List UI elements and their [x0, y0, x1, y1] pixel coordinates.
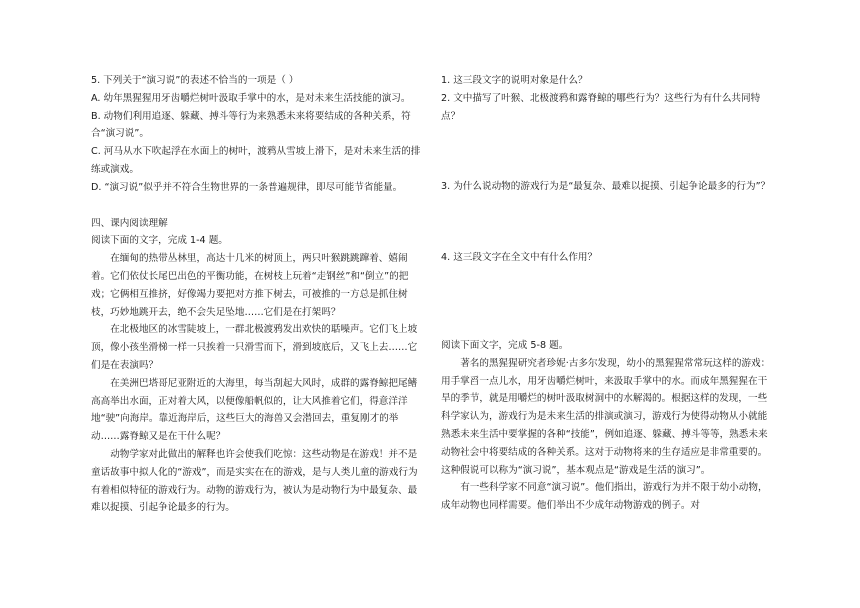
answer-space-4 — [441, 267, 771, 337]
question-2: 2. 文中描写了叶猴、北极渡鸦和露脊鲸的哪些行为？这些行为有什么共同特点？ — [441, 92, 761, 122]
passage-paragraph-1: 在缅甸的热带丛林里，高达十几米的树顶上，两只叶猴跳跳蹿着、嬉闹着。它们依仗长尾巴出色的平衡功能，在树枝上玩着“走钢丝”和“倒立”的把戏；它俩相互推挤，好像竭力要把对方推下树去，可被推的一方总是抓住树枝，巧妙地跳开去，绝不会失足坠地……它们是在打架吗？ — [91, 253, 409, 318]
reading-instruction: 阅读下面的文字，完成 1-4 题。 — [91, 235, 228, 247]
question-5-option-a: A. 幼年黑猩猩用牙齿嚼烂树叶汲取手掌中的水，是对未来生活技能的演习。 — [91, 92, 411, 104]
section-title: 四、课内阅读理解 — [91, 217, 168, 229]
question-5-option-b: B. 动物们利用追逐、躲藏、搏斗等行为来熟悉未来将要结成的各种关系，符合“演习说”。 — [91, 110, 411, 140]
passage-paragraph-2: 在北极地区的冰雪陡坡上，一群北极渡鸦发出欢快的聒噪声。它们飞上坡顶，像小孩坐滑梯一样一只挨着一只滑雪而下，滑到坡底后，又飞上去……它们是在表演吗？ — [91, 324, 418, 371]
passage-paragraph-4: 动物学家对此做出的解释也许会使我们吃惊：这些动物是在游戏！并不是童话故事中拟人化的“游戏”，而是实实在在的游戏，是与人类儿童的游戏行为有着相似特征的游戏行为。动物的游戏行为，被认为是动物行为中最复杂、最难以捉摸、引起争论最多的行为。 — [91, 448, 418, 514]
passage-paragraph-5: 著名的黑猩猩研究者珍妮·古多尔发现，幼小的黑猩猩常常玩这样的游戏：用手掌舀一点儿水，用牙齿嚼烂树叶，来汲取手掌中的水。而成年黑猩猩在干旱的季节，就是用嚼烂的树叶汲取树洞中的水解渴的。根据这样的发现，一些科学家认为，游戏行为是未来生活的排演或演习，游戏行为使得动物从小就能熟悉未来生活中要掌握的各种“技能”，例如追逐、躲藏、搏斗等等，熟悉未来动物社会中将要结成的各种关系。这对于动物将来的生存适应是非常重要的。这种假说可以称为“演习说”，基本观点是“游戏是生活的演习”。 — [441, 357, 771, 476]
right-column — [441, 72, 771, 515]
question-5-option-c: C. 河马从水下吹起浮在水面上的树叶，渡鸦从雪坡上滑下，是对未来生活的排练或演戏。 — [91, 146, 421, 175]
question-4: 4. 这三段文字在全文中有什么作用？ — [441, 252, 598, 264]
left-column — [91, 72, 421, 517]
answer-space-3 — [441, 196, 771, 249]
passage-paragraph-6: 有一些科学家不同意“演习说”。他们指出，游戏行为并不限于幼小动物，成年动物也同样需要。他们举出不少成年动物游戏的例子。对 — [441, 482, 768, 512]
answer-space-2 — [441, 125, 771, 178]
reading-instruction-2: 阅读下面文字，完成 5-8 题。 — [441, 339, 569, 351]
question-5-stem: 5. 下列关于“演习说”的表述不恰当的一项是（ ） — [91, 75, 299, 86]
question-5-option-d: D. “演习说”似乎并不符合生物世界的一条普遍规律，即尽可能节省能量。 — [91, 181, 403, 193]
question-1: 1. 这三段文字的说明对象是什么？ — [441, 75, 588, 86]
passage-paragraph-3: 在美洲巴塔哥尼亚附近的大海里，每当刮起大风时，成群的露脊鲸把尾鳍高高举出水面，正对着大风，以便像船帆似的，让大风推着它们，得意洋洋地“驶”向海岸。靠近海岸后，这些巨大的海兽又会潜回去，重复刚才的举动……露脊鲸又是在干什么呢？ — [91, 377, 418, 443]
spacer — [91, 197, 421, 215]
question-3: 3. 为什么说动物的游戏行为是“最复杂、最难以捉摸、引起争论最多的行为”？ — [441, 181, 771, 193]
